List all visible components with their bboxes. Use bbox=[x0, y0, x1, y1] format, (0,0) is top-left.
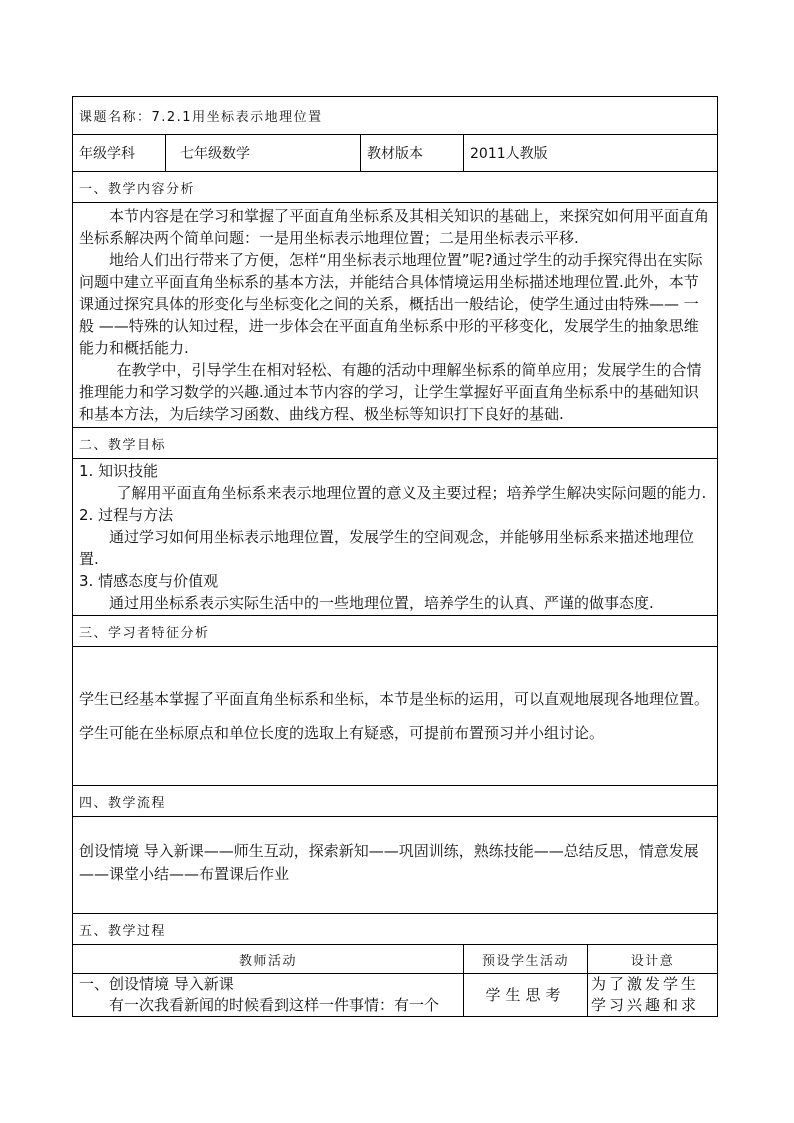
section-heading-learner-analysis: 三、学习者特征分析 bbox=[73, 616, 718, 647]
teacher-activity-title: 一、创设情境 导入新课 bbox=[79, 975, 234, 993]
objectives-body bbox=[73, 459, 718, 616]
teacher-activity-cell bbox=[73, 974, 464, 1017]
lesson-title: 课题名称：7.2.1用坐标表示地理位置 bbox=[73, 97, 718, 135]
textbook-value: 2011人教版 bbox=[464, 135, 718, 172]
teaching-flow-body: 创设情境 导入新课——师生互动，探索新知——巩固训练，熟练技能——总结反思，情意发展——课堂小结——布置课后作业 bbox=[73, 817, 718, 914]
objective-label: 3. 情感态度与价值观 bbox=[79, 572, 219, 590]
column-design-intent: 设计意 bbox=[588, 945, 718, 974]
objective-text: 了解用平面直角坐标系来表示地理位置的意义及主要过程；培养学生解决实际问题的能力. bbox=[116, 484, 707, 502]
grade-subject-label: 年级学科 bbox=[73, 135, 166, 172]
lesson-plan-table bbox=[72, 96, 718, 1017]
objective-text: 通过学习如何用坐标表示地理位置，发展学生的空间观念，并能够用坐标系来描述地理位置. bbox=[79, 528, 695, 568]
column-teacher-activity: 教师活动 bbox=[73, 945, 464, 974]
content-analysis-paragraph: 地给人们出行带来了方便，怎样“用坐标表示地理位置”呢?通过学生的动手探究得出在实际问题中建立平面直角坐标系的基本方法，并能结合具体情境运用坐标描述地理位置.此外，本节课通过探究具体的形变化与坐标变化之间的关系，概括出一般结论，使学生通过由特殊—— 一般 ——特殊的认知过程，进一步体会在平面直角坐标系中形的平移变化，发展学生的抽象思维能力和概括能力. bbox=[79, 251, 703, 357]
section-heading-teaching-flow: 四、教学流程 bbox=[73, 786, 718, 817]
meta-row bbox=[73, 135, 718, 172]
content-analysis-paragraph: 在教学中，引导学生在相对轻松、有趣的活动中理解坐标系的简单应用；发展学生的合情推理能力和学习数学的兴趣.通过本节内容的学习，让学生掌握好平面直角坐标系中的基础知识和基本方法，为后续学习函数、曲线方程、极坐标等知识打下良好的基础. bbox=[79, 361, 702, 423]
teacher-activity-text: 有一次我看新闻的时候看到这样一件事情：有一个 bbox=[109, 996, 440, 1014]
student-activity-cell: 学生思考 bbox=[464, 974, 588, 1017]
objective-label: 2. 过程与方法 bbox=[79, 506, 174, 524]
objective-label: 1. 知识技能 bbox=[79, 462, 159, 480]
section-heading-objectives: 二、教学目标 bbox=[73, 428, 718, 459]
process-row bbox=[73, 974, 718, 1017]
column-student-activity: 预设学生活动 bbox=[464, 945, 588, 974]
section-heading-content-analysis: 一、教学内容分析 bbox=[73, 172, 718, 203]
process-header-row bbox=[73, 945, 718, 974]
content-analysis-body bbox=[73, 203, 718, 428]
grade-subject-value: 七年级数学 bbox=[166, 135, 361, 172]
design-intent-cell: 为了激发学生学习兴趣和求 bbox=[588, 974, 718, 1017]
lesson-plan bbox=[72, 96, 717, 1017]
learner-analysis-body: 学生已经基本掌握了平面直角坐标系和坐标，本节是坐标的运用，可以直观地展现各地理位置。学生可能在坐标原点和单位长度的选取上有疑惑，可提前布置预习并小组讨论。 bbox=[73, 647, 718, 786]
objective-text: 通过用坐标系表示实际生活中的一些地理位置，培养学生的认真、严谨的做事态度. bbox=[109, 594, 654, 612]
section-heading-teaching-process: 五、教学过程 bbox=[73, 914, 718, 945]
content-analysis-paragraph: 本节内容是在学习和掌握了平面直角坐标系及其相关知识的基础上，来探究如何用平面直角坐标系解决两个简单问题：一是用坐标表示地理位置；二是用坐标表示平移. bbox=[79, 207, 710, 247]
textbook-label: 教材版本 bbox=[361, 135, 464, 172]
